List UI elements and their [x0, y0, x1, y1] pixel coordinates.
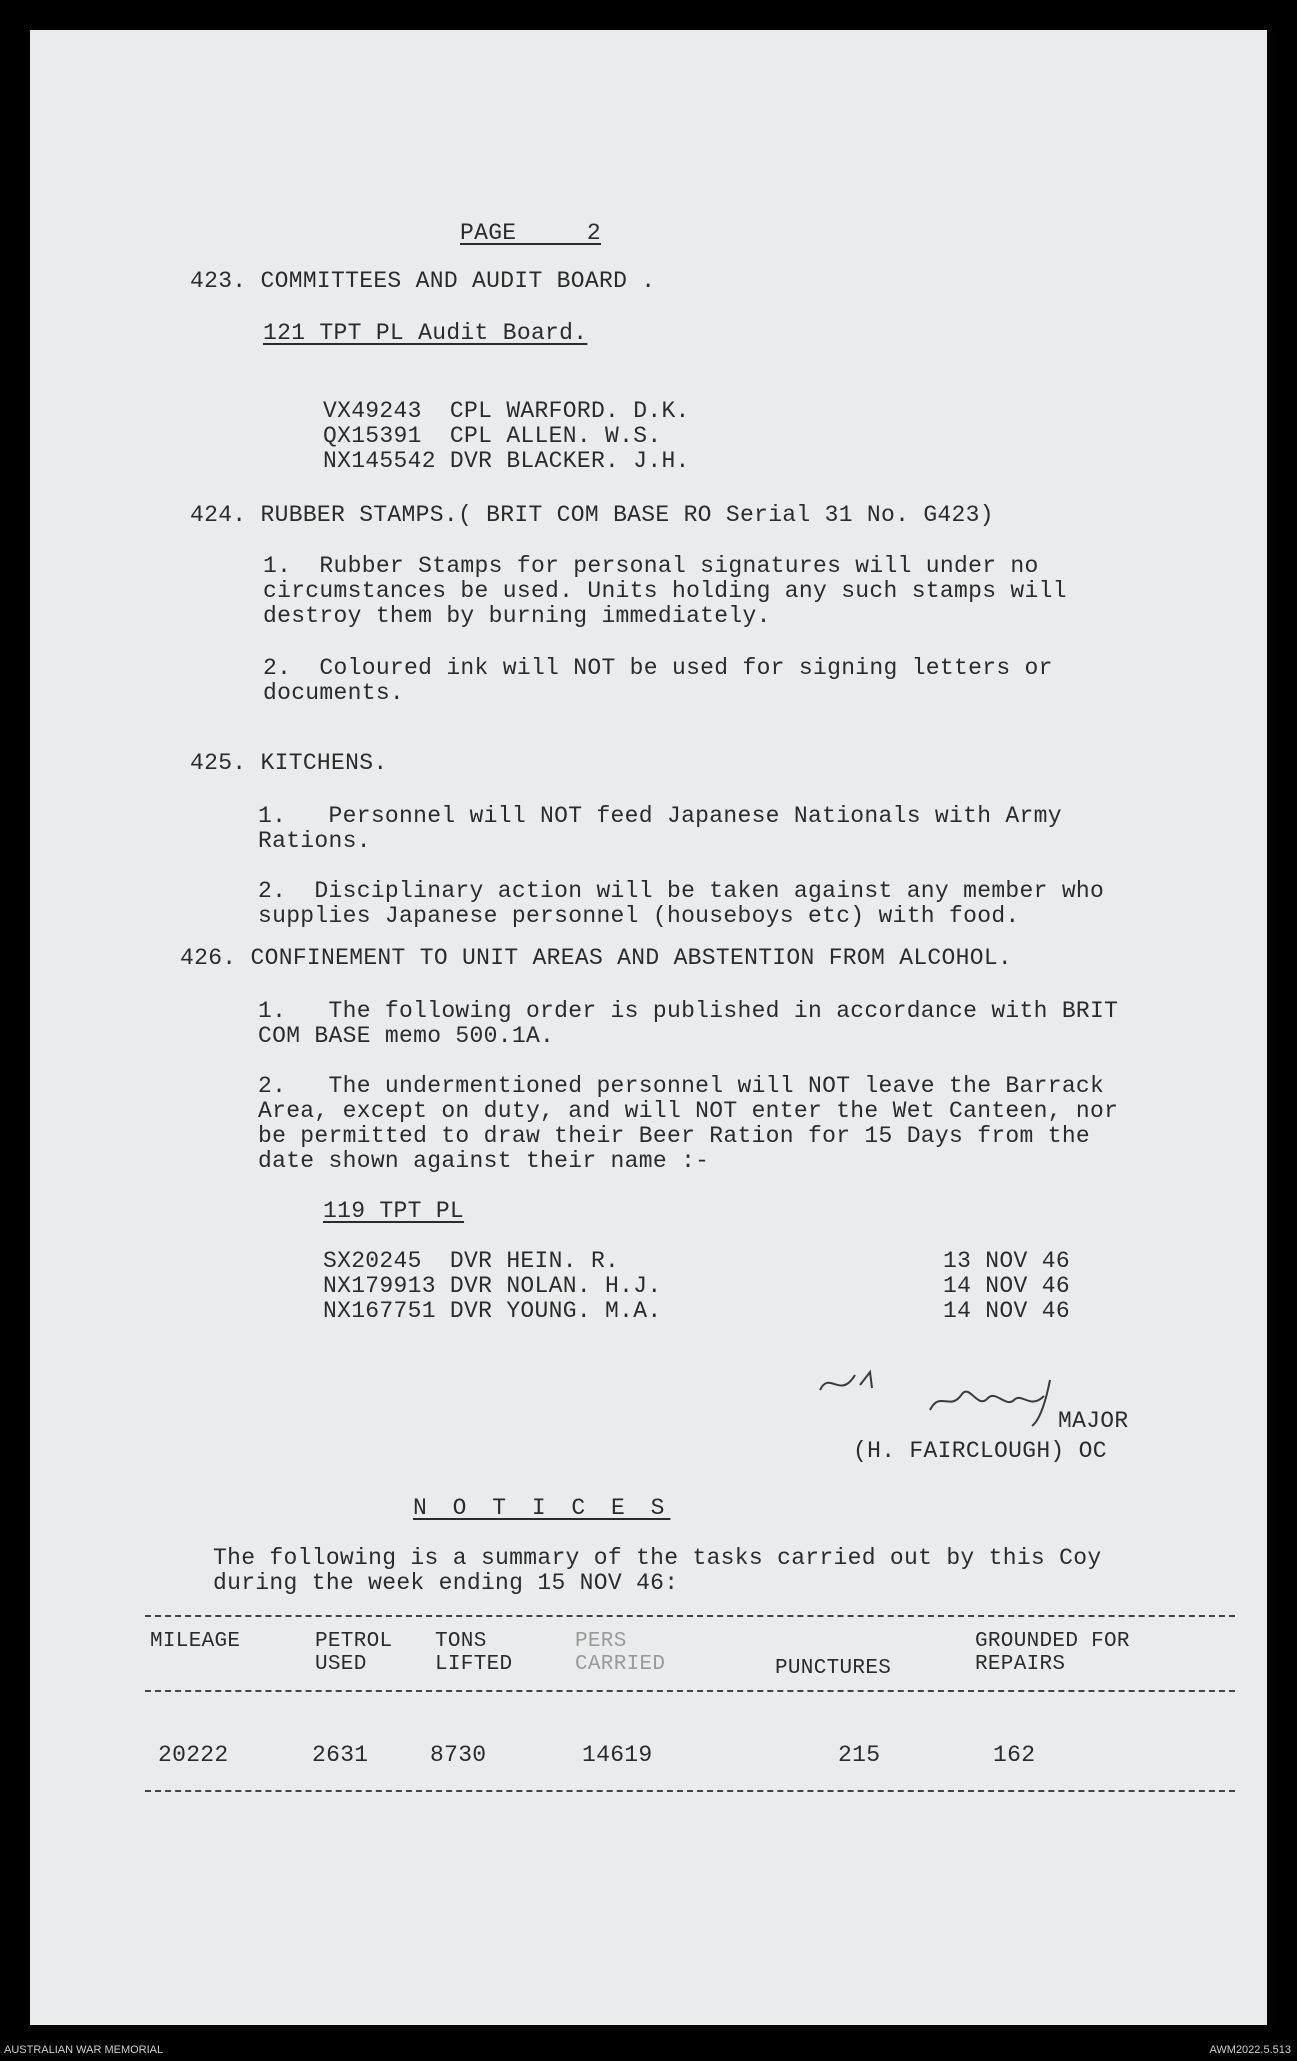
- paragraph-line: 2. Coloured ink will NOT be used for signing letters or: [263, 655, 1053, 681]
- page-number: PAGE 2: [460, 220, 602, 246]
- section-426-title: 426. CONFINEMENT TO UNIT AREAS AND ABSTENTION FROM ALCOHOL.: [180, 945, 1013, 971]
- paragraph-line: 1. Personnel will NOT feed Japanese Nationals with Army: [258, 803, 1062, 829]
- paragraph-line: documents.: [263, 680, 405, 706]
- personnel-name: NX179913 DVR NOLAN. H.J.: [323, 1273, 662, 1299]
- personnel-date: 14 NOV 46: [943, 1298, 1070, 1324]
- table-rule-top: [145, 1615, 1235, 1617]
- value-pers: 14619: [582, 1742, 653, 1768]
- paragraph-line: circumstances be used. Units holding any such stamps will: [263, 578, 1067, 604]
- footer-archive: AUSTRALIAN WAR MEMORIAL: [4, 2044, 164, 2056]
- col-header-pers: PERS CARRIED: [575, 1630, 666, 1676]
- col-header-grounded: GROUNDED FOR REPAIRS: [975, 1630, 1130, 1676]
- member-line: VX49243 CPL WARFORD. D.K.: [323, 398, 690, 424]
- signature-rank: MAJOR: [1058, 1408, 1129, 1434]
- paragraph-line: COM BASE memo 500.1A.: [258, 1023, 555, 1049]
- personnel-date: 14 NOV 46: [943, 1273, 1070, 1299]
- section-423-title: 423. COMMITTEES AND AUDIT BOARD .: [190, 268, 656, 294]
- paragraph-line: Area, except on duty, and will NOT enter the Wet Canteen, nor: [258, 1098, 1119, 1124]
- notices-intro-line: The following is a summary of the tasks carried out by this Coy: [213, 1545, 1102, 1571]
- paragraph-line: 1. The following order is published in accordance with BRIT: [258, 998, 1119, 1024]
- personnel-name: SX20245 DVR HEIN. R.: [323, 1248, 620, 1274]
- col-header-tons: TONS LIFTED: [435, 1630, 513, 1676]
- table-rule-bottom: [145, 1790, 1235, 1792]
- paragraph-line: destroy them by burning immediately.: [263, 603, 771, 629]
- value-petrol: 2631: [312, 1742, 369, 1768]
- paragraph-line: 2. Disciplinary action will be taken against any member who: [258, 878, 1105, 904]
- paragraph-line: supplies Japanese personnel (houseboys etc) with food.: [258, 903, 1020, 929]
- notices-intro-line: during the week ending 15 NOV 46:: [213, 1570, 679, 1596]
- section-423-subtitle: 121 TPT PL Audit Board.: [263, 320, 588, 346]
- unit-heading: 119 TPT PL: [323, 1198, 465, 1224]
- value-punctures: 215: [838, 1742, 881, 1768]
- col-header-mileage: MILEAGE: [150, 1630, 241, 1653]
- notices-title: N O T I C E S: [413, 1495, 671, 1521]
- footer-reference: AWM2022.5.513: [1209, 2044, 1291, 2056]
- paragraph-line: be permitted to draw their Beer Ration for 15 Days from the: [258, 1123, 1091, 1149]
- signature-name: (H. FAIRCLOUGH) OC: [853, 1438, 1107, 1464]
- paragraph-line: 2. The undermentioned personnel will NOT leave the Barrack: [258, 1073, 1105, 1099]
- personnel-date: 13 NOV 46: [943, 1248, 1070, 1274]
- value-grounded: 162: [993, 1742, 1036, 1768]
- col-header-punctures: PUNCTURES: [775, 1657, 892, 1680]
- document-page: [30, 30, 1267, 2025]
- col-header-petrol: PETROL USED: [315, 1630, 393, 1676]
- personnel-name: NX167751 DVR YOUNG. M.A.: [323, 1298, 662, 1324]
- section-424-title: 424. RUBBER STAMPS.( BRIT COM BASE RO Serial 31 No. G423): [190, 502, 994, 528]
- member-line: NX145542 DVR BLACKER. J.H.: [323, 448, 690, 474]
- paragraph-line: Rations.: [258, 828, 371, 854]
- member-line: QX15391 CPL ALLEN. W.S.: [323, 423, 662, 449]
- section-425-title: 425. KITCHENS.: [190, 750, 388, 776]
- value-tons: 8730: [430, 1742, 487, 1768]
- paragraph-line: 1. Rubber Stamps for personal signatures will under no: [263, 553, 1039, 579]
- value-mileage: 20222: [158, 1742, 229, 1768]
- paragraph-line: date shown against their name :-: [258, 1148, 710, 1174]
- table-rule-mid: [145, 1690, 1235, 1692]
